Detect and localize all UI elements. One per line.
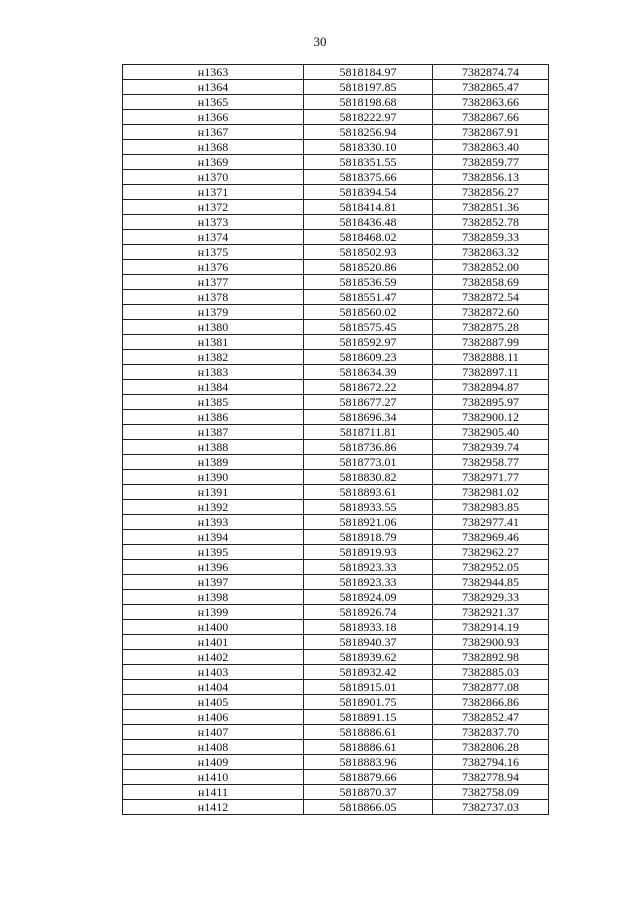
y-coordinate-cell: 7382806.28 [433, 740, 549, 755]
point-id-cell: н1390 [123, 470, 304, 485]
point-id-cell: н1408 [123, 740, 304, 755]
point-id-cell: н1387 [123, 425, 304, 440]
table-row [123, 245, 549, 260]
coordinates-table [122, 64, 549, 815]
table-row [123, 560, 549, 575]
y-coordinate-cell: 7382921.37 [433, 605, 549, 620]
point-id-cell: н1398 [123, 590, 304, 605]
point-id-cell: н1396 [123, 560, 304, 575]
point-id-cell: н1405 [123, 695, 304, 710]
table-row [123, 740, 549, 755]
table-row [123, 425, 549, 440]
y-coordinate-cell: 7382914.19 [433, 620, 549, 635]
table-row [123, 485, 549, 500]
x-coordinate-cell: 5818351.55 [304, 155, 433, 170]
y-coordinate-cell: 7382859.77 [433, 155, 549, 170]
y-coordinate-cell: 7382952.05 [433, 560, 549, 575]
y-coordinate-cell: 7382872.54 [433, 290, 549, 305]
point-id-cell: н1384 [123, 380, 304, 395]
point-id-cell: н1389 [123, 455, 304, 470]
x-coordinate-cell: 5818940.37 [304, 635, 433, 650]
table-row [123, 395, 549, 410]
point-id-cell: н1404 [123, 680, 304, 695]
x-coordinate-cell: 5818893.61 [304, 485, 433, 500]
x-coordinate-cell: 5818924.09 [304, 590, 433, 605]
table-row [123, 335, 549, 350]
y-coordinate-cell: 7382837.70 [433, 725, 549, 740]
y-coordinate-cell: 7382851.36 [433, 200, 549, 215]
x-coordinate-cell: 5818926.74 [304, 605, 433, 620]
y-coordinate-cell: 7382969.46 [433, 530, 549, 545]
table-row [123, 80, 549, 95]
y-coordinate-cell: 7382885.03 [433, 665, 549, 680]
x-coordinate-cell: 5818184.97 [304, 65, 433, 80]
point-id-cell: н1366 [123, 110, 304, 125]
y-coordinate-cell: 7382856.27 [433, 185, 549, 200]
point-id-cell: н1374 [123, 230, 304, 245]
point-id-cell: н1393 [123, 515, 304, 530]
y-coordinate-cell: 7382888.11 [433, 350, 549, 365]
y-coordinate-cell: 7382895.97 [433, 395, 549, 410]
table-row [123, 440, 549, 455]
point-id-cell: н1367 [123, 125, 304, 140]
point-id-cell: н1383 [123, 365, 304, 380]
x-coordinate-cell: 5818830.82 [304, 470, 433, 485]
y-coordinate-cell: 7382872.60 [433, 305, 549, 320]
y-coordinate-cell: 7382852.78 [433, 215, 549, 230]
y-coordinate-cell: 7382874.74 [433, 65, 549, 80]
table-row [123, 380, 549, 395]
x-coordinate-cell: 5818330.10 [304, 140, 433, 155]
x-coordinate-cell: 5818536.59 [304, 275, 433, 290]
y-coordinate-cell: 7382856.13 [433, 170, 549, 185]
point-id-cell: н1378 [123, 290, 304, 305]
table-row [123, 125, 549, 140]
y-coordinate-cell: 7382929.33 [433, 590, 549, 605]
y-coordinate-cell: 7382958.77 [433, 455, 549, 470]
table-row [123, 725, 549, 740]
y-coordinate-cell: 7382863.66 [433, 95, 549, 110]
table-row [123, 170, 549, 185]
point-id-cell: н1392 [123, 500, 304, 515]
table-row [123, 65, 549, 80]
x-coordinate-cell: 5818711.81 [304, 425, 433, 440]
point-id-cell: н1377 [123, 275, 304, 290]
y-coordinate-cell: 7382865.47 [433, 80, 549, 95]
point-id-cell: н1371 [123, 185, 304, 200]
table-row [123, 635, 549, 650]
table-row [123, 320, 549, 335]
table-row [123, 575, 549, 590]
table-row [123, 770, 549, 785]
table-row [123, 710, 549, 725]
point-id-cell: н1386 [123, 410, 304, 425]
x-coordinate-cell: 5818436.48 [304, 215, 433, 230]
y-coordinate-cell: 7382778.94 [433, 770, 549, 785]
point-id-cell: н1370 [123, 170, 304, 185]
y-coordinate-cell: 7382758.09 [433, 785, 549, 800]
y-coordinate-cell: 7382887.99 [433, 335, 549, 350]
point-id-cell: н1385 [123, 395, 304, 410]
x-coordinate-cell: 5818502.93 [304, 245, 433, 260]
y-coordinate-cell: 7382983.85 [433, 500, 549, 515]
table-row [123, 305, 549, 320]
x-coordinate-cell: 5818560.02 [304, 305, 433, 320]
y-coordinate-cell: 7382900.93 [433, 635, 549, 650]
table-row [123, 650, 549, 665]
x-coordinate-cell: 5818468.02 [304, 230, 433, 245]
x-coordinate-cell: 5818736.86 [304, 440, 433, 455]
y-coordinate-cell: 7382944.85 [433, 575, 549, 590]
y-coordinate-cell: 7382794.16 [433, 755, 549, 770]
y-coordinate-cell: 7382892.98 [433, 650, 549, 665]
y-coordinate-cell: 7382877.08 [433, 680, 549, 695]
x-coordinate-cell: 5818939.62 [304, 650, 433, 665]
table-row [123, 200, 549, 215]
table-row [123, 215, 549, 230]
x-coordinate-cell: 5818575.45 [304, 320, 433, 335]
table-row [123, 140, 549, 155]
table-row [123, 185, 549, 200]
y-coordinate-cell: 7382971.77 [433, 470, 549, 485]
x-coordinate-cell: 5818672.22 [304, 380, 433, 395]
point-id-cell: н1394 [123, 530, 304, 545]
point-id-cell: н1375 [123, 245, 304, 260]
x-coordinate-cell: 5818915.01 [304, 680, 433, 695]
table-row [123, 350, 549, 365]
y-coordinate-cell: 7382858.69 [433, 275, 549, 290]
x-coordinate-cell: 5818592.97 [304, 335, 433, 350]
table-row [123, 95, 549, 110]
y-coordinate-cell: 7382939.74 [433, 440, 549, 455]
x-coordinate-cell: 5818677.27 [304, 395, 433, 410]
table-row [123, 410, 549, 425]
y-coordinate-cell: 7382737.03 [433, 800, 549, 815]
point-id-cell: н1397 [123, 575, 304, 590]
x-coordinate-cell: 5818933.18 [304, 620, 433, 635]
y-coordinate-cell: 7382867.66 [433, 110, 549, 125]
point-id-cell: н1376 [123, 260, 304, 275]
x-coordinate-cell: 5818918.79 [304, 530, 433, 545]
y-coordinate-cell: 7382905.40 [433, 425, 549, 440]
x-coordinate-cell: 5818870.37 [304, 785, 433, 800]
table-row [123, 545, 549, 560]
y-coordinate-cell: 7382900.12 [433, 410, 549, 425]
x-coordinate-cell: 5818923.33 [304, 575, 433, 590]
x-coordinate-cell: 5818696.34 [304, 410, 433, 425]
point-id-cell: н1400 [123, 620, 304, 635]
point-id-cell: н1409 [123, 755, 304, 770]
point-id-cell: н1399 [123, 605, 304, 620]
point-id-cell: н1368 [123, 140, 304, 155]
table-row [123, 470, 549, 485]
point-id-cell: н1380 [123, 320, 304, 335]
x-coordinate-cell: 5818886.61 [304, 740, 433, 755]
y-coordinate-cell: 7382859.33 [433, 230, 549, 245]
table-row [123, 515, 549, 530]
point-id-cell: н1388 [123, 440, 304, 455]
x-coordinate-cell: 5818883.96 [304, 755, 433, 770]
x-coordinate-cell: 5818921.06 [304, 515, 433, 530]
y-coordinate-cell: 7382863.40 [433, 140, 549, 155]
x-coordinate-cell: 5818256.94 [304, 125, 433, 140]
x-coordinate-cell: 5818886.61 [304, 725, 433, 740]
x-coordinate-cell: 5818919.93 [304, 545, 433, 560]
point-id-cell: н1373 [123, 215, 304, 230]
y-coordinate-cell: 7382897.11 [433, 365, 549, 380]
y-coordinate-cell: 7382981.02 [433, 485, 549, 500]
point-id-cell: н1372 [123, 200, 304, 215]
table-row [123, 230, 549, 245]
y-coordinate-cell: 7382867.91 [433, 125, 549, 140]
point-id-cell: н1365 [123, 95, 304, 110]
point-id-cell: н1379 [123, 305, 304, 320]
y-coordinate-cell: 7382977.41 [433, 515, 549, 530]
table-row [123, 530, 549, 545]
x-coordinate-cell: 5818773.01 [304, 455, 433, 470]
x-coordinate-cell: 5818198.68 [304, 95, 433, 110]
x-coordinate-cell: 5818634.39 [304, 365, 433, 380]
table-row [123, 110, 549, 125]
point-id-cell: н1395 [123, 545, 304, 560]
y-coordinate-cell: 7382866.86 [433, 695, 549, 710]
coordinates-table-body [123, 65, 549, 815]
x-coordinate-cell: 5818197.85 [304, 80, 433, 95]
y-coordinate-cell: 7382894.87 [433, 380, 549, 395]
x-coordinate-cell: 5818891.15 [304, 710, 433, 725]
point-id-cell: н1382 [123, 350, 304, 365]
table-row [123, 455, 549, 470]
table-row [123, 290, 549, 305]
x-coordinate-cell: 5818375.66 [304, 170, 433, 185]
x-coordinate-cell: 5818609.23 [304, 350, 433, 365]
point-id-cell: н1406 [123, 710, 304, 725]
x-coordinate-cell: 5818932.42 [304, 665, 433, 680]
y-coordinate-cell: 7382852.00 [433, 260, 549, 275]
x-coordinate-cell: 5818923.33 [304, 560, 433, 575]
point-id-cell: н1369 [123, 155, 304, 170]
table-row [123, 605, 549, 620]
x-coordinate-cell: 5818520.86 [304, 260, 433, 275]
table-row [123, 695, 549, 710]
table-row [123, 275, 549, 290]
x-coordinate-cell: 5818414.81 [304, 200, 433, 215]
x-coordinate-cell: 5818933.55 [304, 500, 433, 515]
table-row [123, 620, 549, 635]
table-row [123, 755, 549, 770]
point-id-cell: н1363 [123, 65, 304, 80]
point-id-cell: н1410 [123, 770, 304, 785]
x-coordinate-cell: 5818866.05 [304, 800, 433, 815]
point-id-cell: н1364 [123, 80, 304, 95]
point-id-cell: н1411 [123, 785, 304, 800]
y-coordinate-cell: 7382962.27 [433, 545, 549, 560]
page-number: 30 [313, 34, 327, 49]
table-row [123, 500, 549, 515]
x-coordinate-cell: 5818551.47 [304, 290, 433, 305]
table-row [123, 785, 549, 800]
point-id-cell: н1391 [123, 485, 304, 500]
table-row [123, 365, 549, 380]
y-coordinate-cell: 7382852.47 [433, 710, 549, 725]
x-coordinate-cell: 5818879.66 [304, 770, 433, 785]
point-id-cell: н1401 [123, 635, 304, 650]
y-coordinate-cell: 7382875.28 [433, 320, 549, 335]
point-id-cell: н1403 [123, 665, 304, 680]
table-row [123, 155, 549, 170]
point-id-cell: н1402 [123, 650, 304, 665]
y-coordinate-cell: 7382863.32 [433, 245, 549, 260]
table-row [123, 590, 549, 605]
table-row [123, 800, 549, 815]
table-row [123, 260, 549, 275]
table-row [123, 665, 549, 680]
point-id-cell: н1407 [123, 725, 304, 740]
x-coordinate-cell: 5818394.54 [304, 185, 433, 200]
x-coordinate-cell: 5818222.97 [304, 110, 433, 125]
point-id-cell: н1381 [123, 335, 304, 350]
table-row [123, 680, 549, 695]
x-coordinate-cell: 5818901.75 [304, 695, 433, 710]
point-id-cell: н1412 [123, 800, 304, 815]
